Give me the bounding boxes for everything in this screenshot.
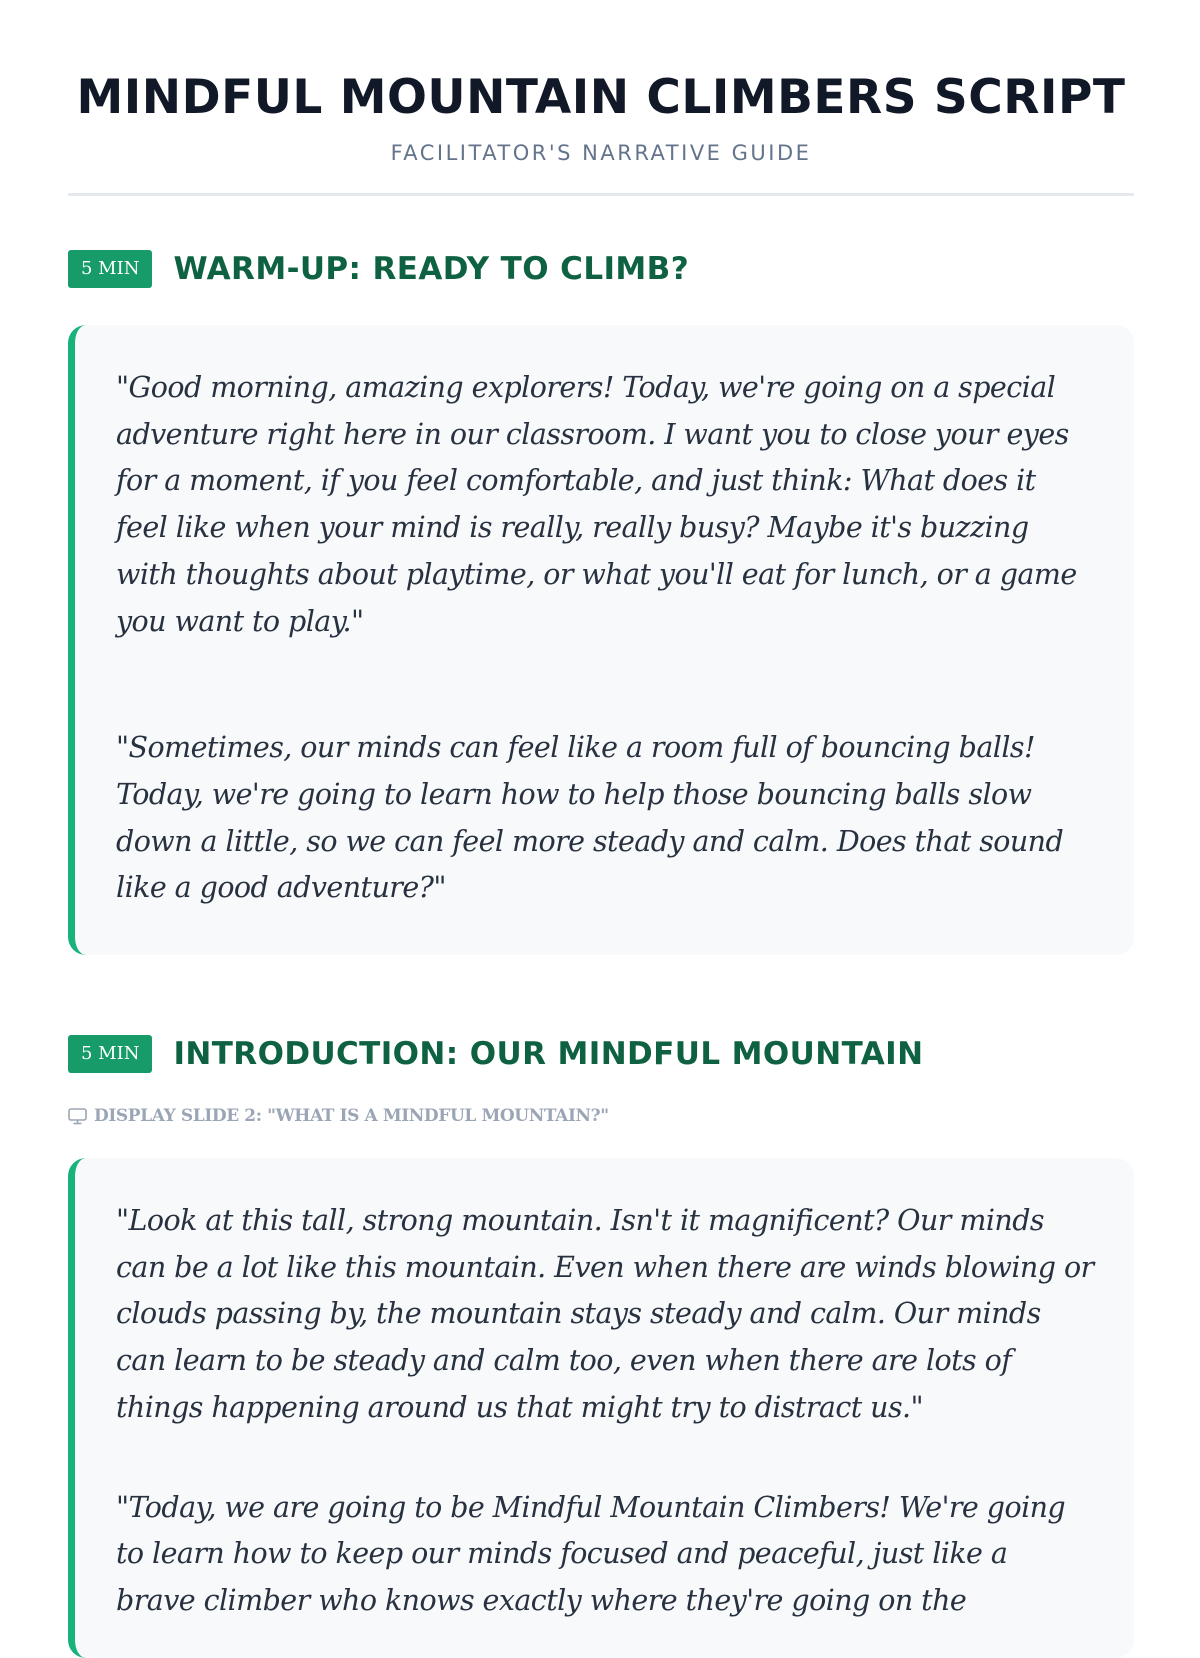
section-warm-up-header: [68, 249, 689, 289]
page-subtitle: FACILITATOR'S NARRATIVE GUIDE: [390, 141, 812, 165]
slide-instruction-text: DISPLAY SLIDE 2: "WHAT IS A MINDFUL MOUNTAIN?": [94, 1106, 609, 1126]
script-card-warm-up: [68, 325, 1134, 955]
header-divider: [68, 193, 1134, 196]
section-introduction-header: [68, 1034, 923, 1074]
monitor-icon: [68, 1108, 87, 1125]
page-title: MINDFUL MOUNTAIN CLIMBERS SCRIPT: [76, 70, 1126, 125]
script-paragraph: "Good morning, amazing explorers! Today, we're going on a special adventure right here in our classroom. I want you to close your eyes for a moment, if you feel comfortable, and just think: What does it feel like when your mind is really, really busy? Maybe it's buzzing with thoughts about playtime, or what you'll eat for lunch, or a game you want to play.": [116, 371, 1077, 638]
slide-instruction: [68, 1106, 609, 1126]
section-title: INTRODUCTION: OUR MINDFUL MOUNTAIN: [173, 1036, 924, 1072]
script-paragraph: "Today, we are going to be Mindful Mountain Climbers! We're going to learn how to keep our minds focused and peaceful, just like a brave climber who knows exactly where they're going on the: [116, 1490, 1066, 1617]
script-paragraph: "Sometimes, our minds can feel like a room full of bouncing balls! Today, we're going to learn how to help those bouncing balls slow down a little, so we can feel more steady and calm. Does that sound like a good adventure?": [116, 731, 1064, 905]
script-paragraph: "Look at this tall, strong mountain. Isn't it magnificent? Our minds can be a lot like this mountain. Even when there are winds blowing or clouds passing by, the mountain stays steady and calm. Our minds can learn to be steady and calm too, even when there are lots of things happening around us that might try to distract us.": [116, 1204, 1094, 1424]
page-header: [68, 60, 1134, 170]
script-card-introduction: [68, 1158, 1134, 1658]
duration-badge: 5 MIN: [68, 1035, 152, 1073]
duration-badge: 5 MIN: [68, 250, 152, 288]
section-title: WARM-UP: READY TO CLIMB?: [173, 251, 690, 287]
